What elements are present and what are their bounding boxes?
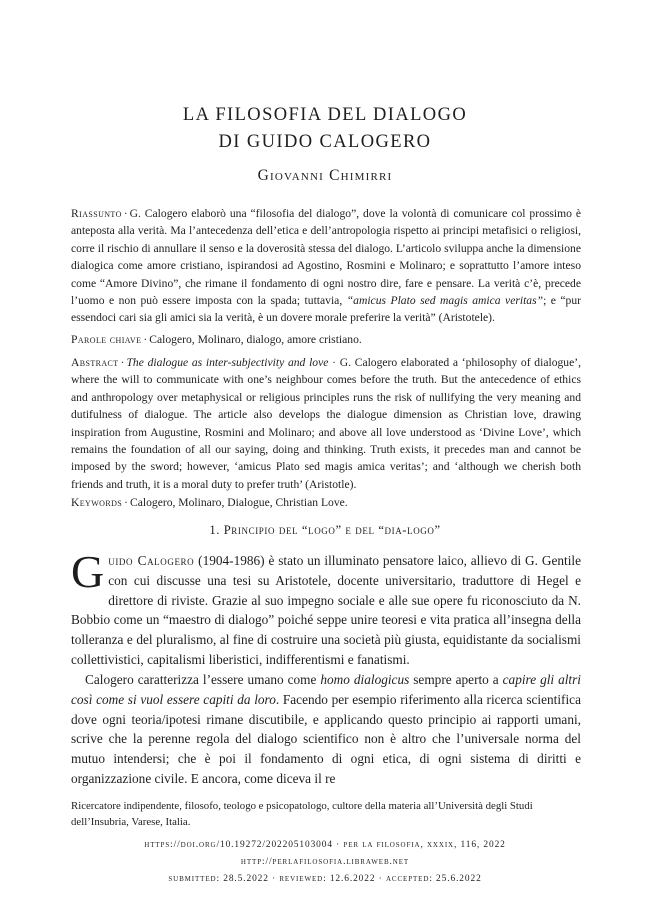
parole-chiave-line (71, 331, 581, 348)
author-name: Giovanni Chimirri (257, 167, 393, 184)
riassunto-paragraph (71, 205, 581, 327)
body-paragraph-2-text-b: sempre aperto a (409, 672, 503, 687)
parole-chiave-label: Parole chiave (71, 333, 142, 346)
body-italic-homo-dialogicus: homo dialogicus (320, 672, 410, 687)
author-footnote: Ricercatore indipendente, filosofo, teologo e psicopatologo, cultore della materia all’Università degli Studi dell’Insubria, Varese, Italia. (71, 800, 533, 828)
body-opening-words: uido Calogero (108, 553, 195, 568)
body-paragraph-2 (71, 670, 581, 789)
keywords-label: Keywords (71, 496, 123, 509)
doi-line: https://doi.org/10.19272/202205103004 · per la filosofia, xxxix, 116, 2022 (144, 840, 506, 850)
parole-chiave-text: Calogero, Molinaro, dialogo, amore cristiano. (149, 333, 362, 346)
keywords-text: Calogero, Molinaro, Dialogue, Christian Love. (130, 496, 348, 509)
article-title-line-2: DI GUIDO CALOGERO (218, 132, 432, 152)
abstract-paragraph (71, 354, 581, 493)
body-paragraph-1 (71, 546, 581, 670)
riassunto-separator: · (123, 207, 128, 220)
abstract-separator: · (120, 356, 125, 369)
riassunto-label: Riassunto (71, 207, 122, 220)
abstract-title: The dialogue as inter-subjectivity and love (126, 356, 329, 369)
body-paragraph-2-text-c: . Facendo per esempio riferimento alla ricerca scientifica dove ogni teoria/ipotesi rimane discutibile, e applicando questo principio ai rapporti umani, scrive che la perenne regola del dialogo scientifico non è altro che l’universale norma del mutuo intendersi; che è poi il fondamento di ogni etica, di ogni sistema di diritti e organizzazione civile. E ancora, come diceva il re (71, 691, 581, 786)
submission-dates: submitted: 28.5.2022 · reviewed: 12.6.2022 · accepted: 25.6.2022 (168, 874, 482, 884)
body-italic-capire: capire gli altri così come si vuol essere capiti da loro (71, 672, 581, 707)
abstract-text: · G. Calogero elaborated a ‘philosophy of dialogue’, where the will to communicate with one’s neighbour comes before the truth. But the antecedence of ethics and anthropology over metaphysical or religious principles runs the risk of nullifying the very meaning and dutifulness of dialogue. The article also develops the dialogue dimension as Christian love, drawing inspiration from Augustine, Rosmini and Molinaro; and above all love understood as ‘Divine Love’, which remains the foundation of all our saying, doing and thinking. Truth exists, it precedes man and cannot be imposed by the sword; however, ‘amicus Plato sed magis amica veritas’; and ‘although we cherish both friends and truth, it is a moral duty to prefer truth’ (Aristotle). (71, 356, 581, 491)
section-heading: 1. Principio del “logo” e del “dia-logo” (209, 523, 441, 537)
keywords-line (71, 494, 581, 511)
riassunto-text-1: G. Calogero elaborò una “filosofia del dialogo”, dove la volontà di comunicare col prossimo è anteposta alla verità. Ma l’antecedenza dell’etica e dell’antropologia rispetto ai principi metafisici o religiosi, corre il rischio di annullare il senso e la doverosità stessa del dialogo. L’articolo sviluppa anche la dimensione dialogica come amore cristiano, ispirandosi ad Agostino, Rosmini e Molinaro; e soprattutto l’amore inteso come “Amore Divino”, che rimane il fondamento di ogni nostro dire, fare e pensare. La verità c’è, precede l’uomo e non può essere imposta con la spada; tuttavia, (71, 207, 581, 308)
drop-cap: G (71, 546, 105, 597)
article-title-line-1: LA FILOSOFIA DEL DIALOGO (182, 105, 468, 125)
body-paragraph-2-text-a: Calogero caratterizza l’essere umano come (85, 672, 321, 687)
abstract-label: Abstract (71, 356, 119, 369)
body-paragraph-1-text: (1904-1986) è stato un illuminato pensatore laico, allievo di G. Gentile con cui discusse una tesi su Aristotele, docente universitario, traduttore di Hegel e direttore di riviste. Grazie al suo impegno sociale e alle sue opere fu riconosciuto da N. Bobbio come un “maestro di dialogo” poiché seppe unire teoresi e vita pratica all’insegna della tolleranza e del pluralismo, al fine di costruire una società più giusta, equidistante da socialismi collettivistici, capitalismi liberistici, indifferentismi e fanatismi. (71, 553, 581, 667)
parole-chiave-separator: · (143, 333, 148, 346)
riassunto-latin-quote: “amicus Plato sed magis amica veritas” (346, 294, 544, 308)
riassunto-text-2: ; e “pur essendoci cari sia gli amici sia la verità, è un dovere morale preferire la verità” (Aristotele). (71, 294, 582, 325)
journal-url: http://perlafilosofia.libraweb.net (240, 857, 410, 867)
keywords-separator: · (124, 496, 129, 509)
